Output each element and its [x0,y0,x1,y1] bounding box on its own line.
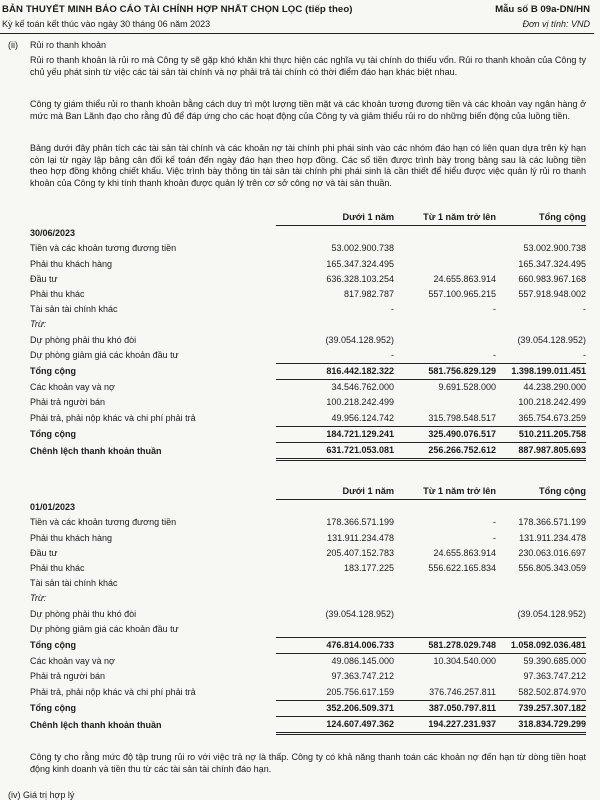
row-label: Phải trả, phải nộp khác và chi phí phải trả [30,412,196,423]
cell-value: 49.086.145.000 [331,656,394,667]
cell-value [394,241,496,256]
section-heading [8,40,106,50]
cell-value: 24.655.863.914 [433,273,496,284]
cell-value: 660.983.967.168 [518,273,586,284]
liquidity-table-2023-01-01 [30,484,586,735]
table-row [30,546,586,561]
column-header-over-1-year: Từ 1 năm trở lên [394,210,496,226]
cell-value: 887.987.805.693 [496,443,586,460]
cell-value: - [493,517,496,528]
cell-value: 53.002.900.738 [331,243,394,254]
table-row [30,257,586,272]
cell-value: 178.366.571.199 [518,517,586,528]
row-label: Phải thu khác [30,289,85,300]
cell-value: 556.622.165.834 [428,563,496,574]
row-label: Chênh lệch thanh khoản thuần [30,445,162,456]
table-date: 01/01/2023 [30,502,76,513]
cell-value: - [493,532,496,543]
cell-value: 34.546.762.000 [331,382,394,393]
paragraph-analysis: Bảng dưới đây phân tích các tài sản tài chính và các khoản nợ tài chính phi phái sinh vào các nhóm đáo hạn có liên quan dựa trên kỳ hạn còn lại từ ngày lập bảng cân đối kế toán đến ngày đáo hạn theo hợp đồng. Các số tiền được trình bày trong bảng sau là các luồng tiền theo hợp đồng không chiết khấu. Việc trình bày thông tin tài sản tài chính phi phái sinh là cần thiết để hiểu được việc quản lý rủi ro thanh khoản của Công ty khi tính thanh khoản được quản lý trên cơ sở công nợ và tài sản thuần. [30,143,586,188]
row-label: Tài sản tài chính khác [30,304,118,315]
cell-value: 131.911.234.478 [519,532,586,543]
document-title: BẢN THUYẾT MINH BÁO CÁO TÀI CHÍNH HỢP NHẤT CHỌN LỌC (tiếp theo) [2,4,353,15]
cell-value: 581.756.829.129 [394,364,496,380]
cell-value: 230.063.016.697 [518,547,586,558]
table-row [30,302,586,317]
table-row [30,411,586,427]
table-row [30,380,586,396]
table-row [30,717,586,734]
column-header-total: Tổng cộng [496,484,586,500]
cell-value: 1.058.092.036.481 [496,638,586,654]
cell-value: 365.754.673.259 [518,412,586,423]
cell-value: 352.206.509.371 [276,700,394,716]
cell-value [276,591,394,606]
form-code: Mẫu số B 09a-DN/HN [495,4,590,15]
cell-value [496,317,586,332]
table-row [30,607,586,622]
cell-value: 256.266.752.612 [394,443,496,460]
cell-value [394,607,496,622]
table-row [30,654,586,670]
row-label: Đầu tư [30,273,58,284]
table-row [30,272,586,287]
cell-value: 10.304.540.000 [433,656,496,667]
row-label: Đầu tư [30,547,58,558]
section-title: Rủi ro thanh khoản [30,40,107,50]
cell-value: 315.798.548.517 [428,412,496,423]
cell-value: 97.363.747.212 [331,671,394,682]
row-label: Tổng cộng [30,428,76,439]
table-row [30,531,586,546]
paragraph-definition: Rủi ro thanh khoản là rủi ro mà Công ty sẽ gặp khó khăn khi thực hiện các nghĩa vụ tài chính do thiếu vốn. Rủi ro thanh khoản của Công ty chủ yếu phát sinh từ việc các tài sản tài chính và nợ phải trả tài chính có thời điểm đáo hạn khác biệt nhau. [30,55,586,77]
row-label: Tổng cộng [30,702,76,713]
cell-value: 1.398.199.011.451 [496,364,586,380]
cell-value [496,591,586,606]
row-label: Tiền và các khoản tương đương tiền [30,243,177,254]
cell-value [394,669,496,684]
row-label: Dự phòng giảm giá các khoản đầu tư [30,350,179,361]
row-label: Phải trả, phải nộp khác và chi phí phải trả [30,686,196,697]
cell-value: 165.347.324.495 [518,258,586,269]
cell-value: 325.490.076.517 [394,426,496,442]
table-row [30,364,586,380]
row-label: Các khoản vay và nợ [30,655,115,666]
cell-value: (39.054.128.952) [517,334,586,345]
cell-value: 97.363.747.212 [523,671,586,682]
table-row [30,515,586,530]
row-label: Các khoản vay và nợ [30,381,115,392]
cell-value: 556.805.343.059 [518,563,586,574]
cell-value: 131.911.234.478 [327,532,394,543]
paragraph-mitigation: Công ty giám thiểu rủi ro thanh khoản bằng cách duy trì một lượng tiền mặt và các khoản tương đương tiền và các khoản vay ngân hàng ở mức mà Ban Lãnh đạo cho rằng đủ để đáp ứng cho các hoạt động của Công ty và giảm thiểu rủi ro do những biến động của luồng tiền. [30,99,586,121]
cell-value: 9.691.528.000 [438,382,496,393]
cell-value: 817.982.787 [343,289,394,300]
cell-value: 557.918.948.002 [518,289,586,300]
cell-value: 376.746.257.811 [429,686,496,697]
cell-value [394,317,496,332]
table-row [30,287,586,302]
cell-value: 387.050.797.811 [394,700,496,716]
table-row [30,426,586,442]
cell-value [276,622,394,638]
cell-value: 205.407.152.783 [326,547,394,558]
table-row [30,241,586,256]
cell-value: 100.218.242.499 [518,397,586,408]
paragraph-conclusion: Công ty cho rằng mức độ tập trung rủi ro với việc trả nợ là thấp. Công ty có khả năng thanh toán các khoản nợ đến hạn từ dòng tiền hoạt động kinh doanh và tiền thu từ các tài sản tài chính đáo hạn. [30,752,586,774]
table-row [30,395,586,410]
row-label: Tài sản tài chính khác [30,578,118,589]
row-label: Tổng cộng [30,640,76,651]
cell-value: (39.054.128.952) [325,334,394,345]
cell-value: 205.756.617.159 [326,686,394,697]
row-label: Tiền và các khoản tương đương tiền [30,517,177,528]
cell-value: 636.328.103.254 [326,273,394,284]
cell-value: 582.502.874.970 [518,686,586,697]
cell-value: (39.054.128.952) [517,608,586,619]
next-section-heading: (iv) Giá trị hợp lý [8,790,75,800]
row-label: Chênh lệch thanh khoản thuần [30,719,162,730]
table-row [30,317,586,332]
cell-value: - [583,349,586,360]
row-label: Dự phòng phải thu khó đòi [30,334,137,345]
cell-value [394,591,496,606]
cell-value: 24.655.863.914 [433,547,496,558]
cell-value: 100.218.242.499 [326,397,394,408]
cell-value: - [583,304,586,315]
cell-value [394,333,496,348]
cell-value: 557.100.965.215 [428,289,496,300]
cell-value [276,317,394,332]
cell-value [276,576,394,591]
table-row [30,591,586,606]
header-divider [0,33,594,34]
table-date: 30/06/2023 [30,228,76,239]
cell-value [496,622,586,638]
cell-value: - [391,349,394,360]
cell-value: 49.956.124.742 [331,412,394,423]
table-row [30,669,586,684]
table-row [30,333,586,348]
column-header-total: Tổng cộng [496,210,586,226]
cell-value [394,395,496,410]
cell-value: 318.834.729.299 [496,717,586,734]
cell-value: 194.227.231.937 [394,717,496,734]
cell-value: 510.211.205.758 [496,426,586,442]
cell-value: 581.278.029.748 [394,638,496,654]
row-label: Trừ: [30,319,47,330]
row-label: Tổng cộng [30,366,76,377]
row-label: Phải thu khách hàng [30,532,113,543]
cell-value: 59.390.685.000 [523,656,586,667]
cell-value: 816.442.182.322 [276,364,394,380]
cell-value: 184.721.129.241 [276,426,394,442]
table-row [30,576,586,591]
cell-value: 476.814.006.733 [276,638,394,654]
cell-value: 124.607.497.362 [276,717,394,734]
row-label: Phải thu khách hàng [30,258,113,269]
column-header-over-1-year: Từ 1 năm trở lên [394,484,496,500]
cell-value [394,622,496,638]
row-label: Dự phòng phải thu khó đòi [30,608,137,619]
row-label: Phải thu khác [30,563,85,574]
cell-value: - [493,304,496,315]
cell-value: - [493,349,496,360]
table-row [30,685,586,701]
column-header-under-1-year: Dưới 1 năm [276,210,394,226]
row-label: Trừ: [30,593,47,604]
cell-value: 183.177.225 [343,563,394,574]
cell-value: 631.721.053.081 [276,443,394,460]
reporting-period: Kỳ kế toán kết thúc vào ngày 30 tháng 06 năm 2023 [2,19,211,29]
liquidity-table-2023-06-30 [30,210,586,461]
table-row [30,638,586,654]
cell-value: 739.257.307.182 [496,700,586,716]
section-number: (ii) [8,40,18,50]
table-row [30,622,586,638]
currency-unit: Đơn vị tính: VND [522,19,590,29]
cell-value: (39.054.128.952) [325,608,394,619]
cell-value: 44.238.290.000 [523,382,586,393]
row-label: Phải trả người bán [30,397,105,408]
row-label: Dự phòng giảm giá các khoản đầu tư [30,624,179,635]
cell-value [394,257,496,272]
table-row [30,700,586,716]
table-row [30,561,586,576]
cell-value: 165.347.324.495 [326,258,394,269]
cell-value [496,576,586,591]
cell-value [394,576,496,591]
cell-value: 53.002.900.738 [523,243,586,254]
table-row [30,348,586,364]
column-header-under-1-year: Dưới 1 năm [276,484,394,500]
cell-value: - [391,304,394,315]
table-row [30,443,586,460]
row-label: Phải trả người bán [30,671,105,682]
cell-value: 178.366.571.199 [326,517,394,528]
